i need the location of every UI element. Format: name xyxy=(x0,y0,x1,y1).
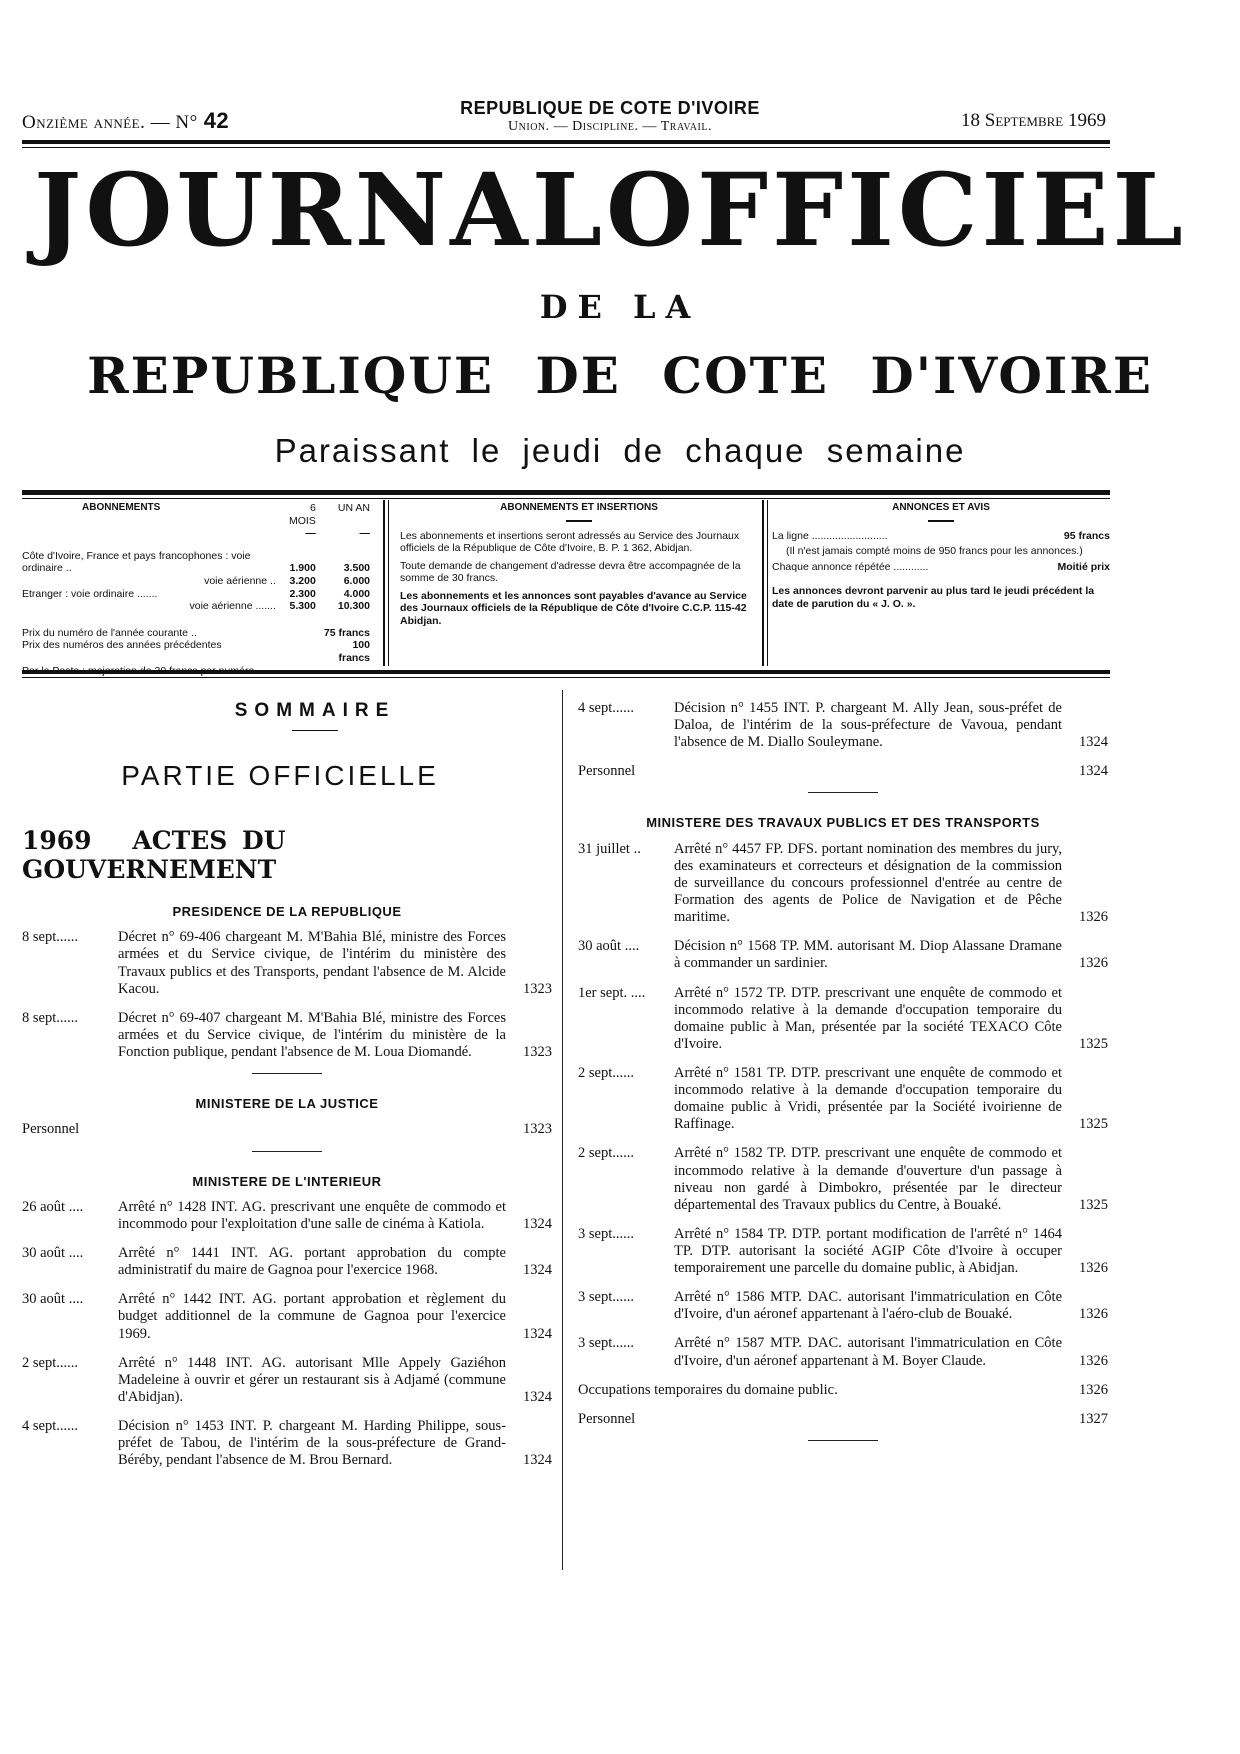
entry-page: 1327 xyxy=(1079,1410,1108,1427)
entry-page: 1326 xyxy=(1079,955,1108,972)
entry-text: Arrêté n° 1572 TP. DTP. prescrivant une enquête de commodo et incommodo relative à la demande d'occupation temporaire du domaine public à Man, présentée par la société TEXACO Côte d'Ivoire. xyxy=(674,984,1062,1052)
subscriptions-table: ABONNEMENTS 6 MOIS UN AN — — Côte d'Ivoire, France et pays francophones : voie ordinaire .. 1.900 3.500 voie aérienne .. 3.200 6.000 Etranger : voie ordinaire ....... 2.300 4.000 voie aérienne ....... 5.300 10.300 Prix du numéro de l'année courante .. 75 francs Prix des numéros des années précédentes 100 francs xyxy=(22,502,370,677)
toc-entry xyxy=(22,1355,552,1406)
entry-date: 2 sept...... xyxy=(578,1145,634,1162)
toc-entry xyxy=(578,1335,1108,1369)
toc-entry xyxy=(22,1199,552,1233)
deadline-note: Les annonces devront parvenir au plus tard le jeudi précédent la date de parution du « J. O. ». xyxy=(772,585,1095,610)
entry-page: 1326 xyxy=(1079,1306,1108,1323)
heading-dash xyxy=(566,520,592,522)
entry-label: Occupations temporaires du domaine public. xyxy=(578,1381,838,1398)
republic-motto: Union. — Discipline. — Travail. xyxy=(508,119,712,134)
entry-page: 1324 xyxy=(523,1388,552,1405)
entry-text: Arrêté n° 1584 TP. DTP. portant modification de l'arrêté n° 1464 TP. DTP. autorisant la société AGIP Côte d'Ivoire à occuper temporairement une parcelle du domaine public, à Abidjan. xyxy=(674,1225,1062,1277)
toc-simple-entry xyxy=(578,1382,1108,1399)
toc-entry xyxy=(578,841,1108,927)
entry-label: Personnel xyxy=(578,763,636,780)
entry-text: Arrêté n° 1428 INT. AG. prescrivant une enquête de commodo et incommodo pour l'exploitation d'une salle de cinéma à Katiola. xyxy=(118,1198,506,1232)
entry-page: 1325 xyxy=(1079,1196,1108,1213)
subscription-row: voie aérienne ....... 5.300 10.300 xyxy=(189,600,370,613)
journal-title-word: JOURNAL xyxy=(34,151,607,269)
insertions-address: Les abonnements et insertions seront adressés au Service des Journaux officiels de la République de Côte d'Ivoire, B. P. 1 362, Abidjan. xyxy=(400,529,740,555)
entry-text: Arrêté n° 1586 MTP. DAC. autorisant l'immatriculation en Côte d'Ivoire, d'un aéronef appartenant à l'aéro-club de Bouaké. xyxy=(674,1289,1062,1323)
minimum-note: (Il n'est jamais compté moins de 950 francs pour les annonces.) xyxy=(786,545,1083,558)
header-rule-thin xyxy=(22,147,1110,148)
toc-entry xyxy=(578,985,1108,1053)
issue-date: 18 Septembre 1969 xyxy=(961,110,1106,131)
entry-page: 1323 xyxy=(523,1043,552,1060)
price-current: Prix du numéro de l'année courante .. 75 francs xyxy=(22,626,370,639)
entry-text: Arrêté n° 4457 FP. DFS. portant nomination des membres du jury, des examinateurs et correcteurs et désignation de la commission de surveillance du concours professionnel d'entrée au centre de Formation des agents de Police de Navigation et de Pêche maritime. xyxy=(674,840,1062,926)
toc-entry xyxy=(22,929,552,997)
toc-left-column xyxy=(22,900,552,1481)
section-title: MINISTERE DES TRAVAUX PUBLICS ET DES TRANSPORTS xyxy=(646,815,1040,831)
section-separator xyxy=(252,1151,322,1152)
toc-simple-entry xyxy=(578,1411,1108,1428)
masthead-subtitle: Paraissant le jeudi de chaque semaine xyxy=(274,432,966,469)
box-divider xyxy=(762,500,764,666)
entry-page: 1324 xyxy=(523,1215,552,1232)
col-unan: UN AN xyxy=(337,502,370,514)
entry-date: 31 juillet .. xyxy=(578,840,641,857)
entry-page: 1326 xyxy=(1079,909,1108,926)
toc-entry xyxy=(22,1291,552,1342)
header-rule xyxy=(22,140,1110,144)
subscriptions-heading: ABONNEMENTS xyxy=(82,502,161,513)
entry-date: 2 sept...... xyxy=(578,1064,634,1081)
entry-date: 3 sept...... xyxy=(578,1335,634,1352)
entry-page: 1325 xyxy=(1079,1035,1108,1052)
entry-text: Arrêté n° 1442 INT. AG. portant approbation et règlement du budget additionnel de la commune de Gagnoa pour l'exercice 1969. xyxy=(118,1291,506,1342)
entry-page: 1326 xyxy=(1079,1381,1108,1398)
entry-text: Décision n° 1568 TP. MM. autorisant M. Diop Alassane Dramane à commander un sardinier. xyxy=(674,938,1062,972)
entry-page: 1324 xyxy=(523,1262,552,1279)
entry-page: 1326 xyxy=(1079,1352,1108,1369)
entry-text: Décret n° 69-407 chargeant M. M'Bahia Blé, ministre des Forces armées et du Service civique, de l'intérim du ministère de la Fonction publique, pendant l'absence de M. Loua Diomandé. xyxy=(118,1009,506,1060)
entry-page: 1325 xyxy=(1079,1116,1108,1133)
republic-header xyxy=(400,98,820,135)
price-previous: Prix des numéros des années précédentes 100 francs xyxy=(22,639,370,664)
masthead-de-la: DE LA xyxy=(539,288,701,326)
subscription-row: Etranger : voie ordinaire ....... 2.300 4.000 xyxy=(22,587,370,600)
box-divider xyxy=(767,500,768,666)
toc-entry xyxy=(578,938,1108,972)
toc-entry xyxy=(578,1226,1108,1277)
masthead-rule xyxy=(22,490,1110,495)
entry-label: Personnel xyxy=(22,1121,80,1138)
boxes-rule-thin xyxy=(22,677,1110,678)
entry-text: Arrêté n° 1581 TP. DTP. prescrivant une enquête de commodo et incommodo relative à la demande d'occupation temporaire du domaine public à Vridi, présentée par la Société ivoirienne de Raffinage. xyxy=(674,1064,1062,1133)
masthead-republic: REPUBLIQUE DE COTE D'IVOIRE xyxy=(87,346,1153,405)
entry-page: 1323 xyxy=(523,1121,552,1138)
toc-entry xyxy=(578,1145,1108,1213)
column-divider xyxy=(562,690,563,1570)
issue-number: 42 xyxy=(203,108,230,133)
entry-date: 8 sept...... xyxy=(22,1009,78,1026)
toc-entry xyxy=(22,1418,552,1469)
section-title: MINISTERE DE L'INTERIEUR xyxy=(192,1173,382,1189)
republic-name: REPUBLIQUE DE COTE D'IVOIRE xyxy=(460,98,760,118)
entry-date: 30 août .... xyxy=(22,1291,84,1308)
announcements-table xyxy=(772,530,1110,611)
insertions-payment: Les abonnements et les annonces sont payables d'avance au Service des Journaux officiels de la République de Côte d'Ivoire C.C.P. 115-42 Abidjan. xyxy=(400,589,747,628)
entry-page: 1323 xyxy=(523,980,552,997)
actes-title: ACTES DU GOUVERNEMENT xyxy=(22,826,286,884)
toc-entry xyxy=(22,1010,552,1061)
entry-date: 4 sept...... xyxy=(22,1417,78,1434)
section-separator xyxy=(252,1073,322,1074)
insertions-heading: ABONNEMENTS ET INSERTIONS xyxy=(500,502,658,513)
toc-entry xyxy=(578,1065,1108,1133)
entry-date: 30 août .... xyxy=(578,938,640,955)
journal-title xyxy=(0,151,1240,269)
toc-entry xyxy=(22,1245,552,1279)
entry-text: Décision n° 1455 INT. P. chargeant M. Ally Jean, sous-préfet de Daloa, de l'intérim de la sous-préfecture de Vavoua, pendant l'absence de M. Diallo Souleymane. xyxy=(674,700,1062,751)
entry-text: Arrêté n° 1448 INT. AG. autorisant Mlle Appely Gaziéhon Madeleine à ouvrir et gérer un restaurant sis à Adjamé (commune d'Abidjan). xyxy=(118,1354,506,1405)
section-title: MINISTERE DE LA JUSTICE xyxy=(195,1096,379,1112)
toc-simple-entry xyxy=(578,763,1108,780)
masthead xyxy=(0,151,1240,269)
entry-date: 2 sept...... xyxy=(22,1354,78,1371)
announcements-box xyxy=(772,502,1110,666)
toc-simple-entry xyxy=(22,1121,552,1138)
sommaire-dash xyxy=(292,730,338,731)
entry-date: 3 sept...... xyxy=(578,1289,634,1306)
edition-label: Onzième année. — N° xyxy=(22,112,198,133)
entry-page: 1326 xyxy=(1079,1260,1108,1277)
heading-dash xyxy=(928,520,954,522)
entry-date: 1er sept. .... xyxy=(578,984,646,1001)
line-price-value: 95 francs xyxy=(1063,529,1110,542)
entry-text: Décision n° 1453 INT. P. chargeant M. Harding Philippe, sous-préfet de Tabou, de l'intérim de la sous-préfecture de Grand-Béréby, pendant l'absence de M. Brou Bernard. xyxy=(118,1417,506,1469)
col-6mois: 6 MOIS xyxy=(288,502,316,527)
actes-year: 1969 xyxy=(22,826,92,855)
box-divider xyxy=(383,500,385,666)
entry-page: 1324 xyxy=(1079,763,1108,780)
announcements-heading: ANNONCES ET AVIS xyxy=(892,502,990,513)
entry-date: 26 août .... xyxy=(22,1198,84,1215)
journal-title-word: OFFICIEL xyxy=(606,151,1187,269)
subscription-row: voie aérienne .. 3.200 6.000 xyxy=(204,574,370,587)
entry-label: Personnel xyxy=(578,1410,636,1427)
entry-text: Arrêté n° 1587 MTP. DAC. autorisant l'immatriculation en Côte d'Ivoire, d'un aéronef appartenant à M. Boyer Claude. xyxy=(674,1335,1062,1369)
entry-page: 1324 xyxy=(1079,734,1108,751)
entry-page: 1324 xyxy=(523,1325,552,1342)
line-price-label: La ligne .......................... xyxy=(772,529,888,542)
actes-heading xyxy=(22,826,552,884)
entry-page: 1324 xyxy=(523,1452,552,1469)
subscription-row: Côte d'Ivoire, France et pays francophones : voie ordinaire .. 1.900 3.500 xyxy=(22,549,370,575)
section-separator xyxy=(808,792,878,793)
subscriptions-box xyxy=(22,502,370,666)
boxes-rule xyxy=(22,670,1110,674)
section-separator xyxy=(808,1440,878,1441)
insertions-change: Toute demande de changement d'adresse devra être accompagnée de la somme de 30 francs. xyxy=(400,559,741,585)
section-title: PRESIDENCE DE LA REPUBLIQUE xyxy=(172,904,402,919)
entry-date: 8 sept...... xyxy=(22,929,78,946)
partie-officielle: PARTIE OFFICIELLE xyxy=(121,760,439,791)
entry-text: Décret n° 69-406 chargeant M. M'Bahia Blé, ministre des Forces armées et du Service civique, de l'intérim du ministère des Travaux publics et des Transports, pendant l'absence de M. Alcide Kacou. xyxy=(118,929,506,997)
toc-right-column xyxy=(578,700,1108,1463)
repeat-label: Chaque annonce répétée ............ xyxy=(772,560,929,573)
issue-edition xyxy=(22,108,229,134)
entry-text: Arrêté n° 1441 INT. AG. portant approbation du compte administratif du maire de Gagnoa pour l'exercice 1968. xyxy=(118,1245,506,1279)
entry-date: 4 sept...... xyxy=(578,700,634,716)
entry-text: Arrêté n° 1582 TP. DTP. prescrivant une enquête de commodo et incommodo relative à la demande d'ouverture d'un passage à niveau non gardé à Dimbokro, présentée par le directeur départemental des Travaux publics du Centre, à Bouaké. xyxy=(674,1145,1062,1213)
toc-entry xyxy=(578,1289,1108,1323)
sommaire-title: SOMMAIRE xyxy=(234,700,396,721)
entry-date: 30 août .... xyxy=(22,1245,84,1262)
masthead-rule-thin xyxy=(22,498,1110,499)
insertions-box xyxy=(400,502,758,666)
entry-date: 3 sept...... xyxy=(578,1225,634,1242)
repeat-value: Moitié prix xyxy=(1057,560,1110,573)
box-divider xyxy=(388,500,389,666)
toc-entry xyxy=(578,700,1108,751)
